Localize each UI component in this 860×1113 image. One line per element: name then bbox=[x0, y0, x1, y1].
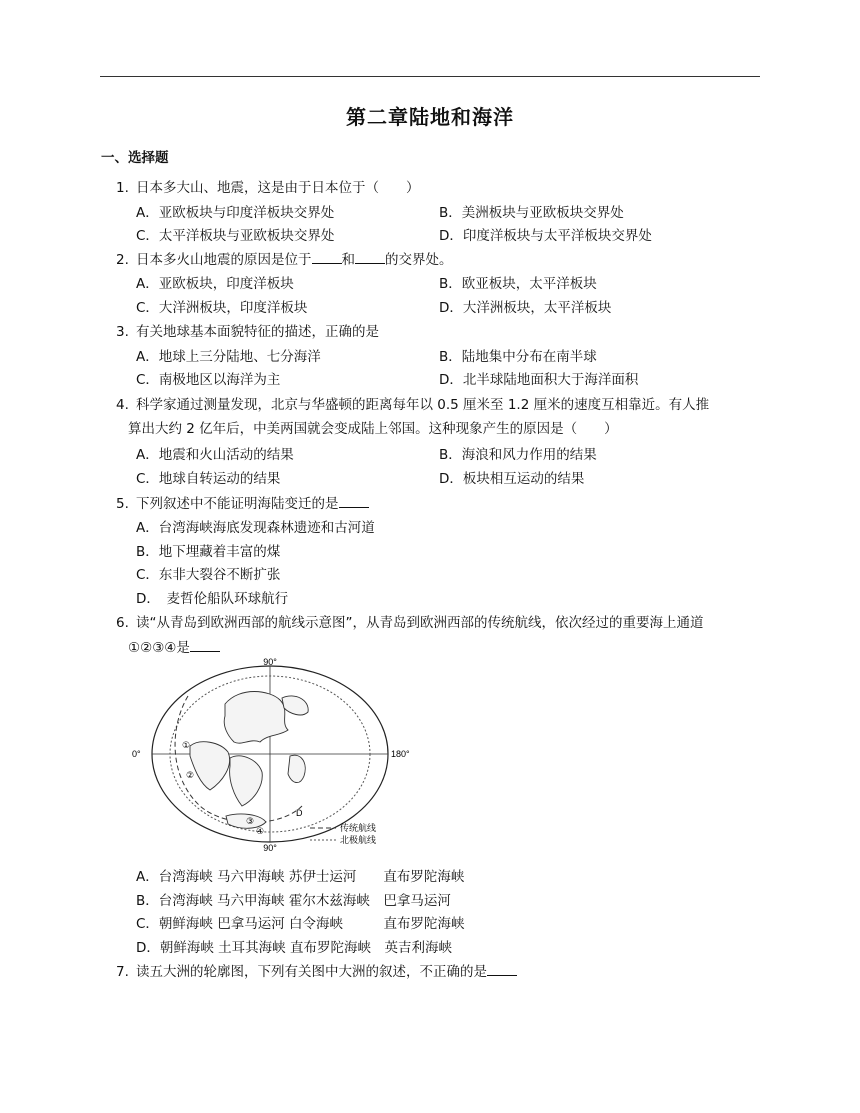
q4-option-c[interactable]: C．地球自转运动的结果 bbox=[136, 471, 281, 487]
q5-option-d[interactable]: D． 麦哲伦船队环球航行 bbox=[136, 591, 289, 607]
q2-option-d[interactable]: D．大洋洲板块，太平洋板块 bbox=[439, 300, 612, 316]
question-text: 的交界处。 bbox=[385, 252, 453, 268]
question-7 bbox=[116, 960, 517, 980]
section-heading: 一、选择题 bbox=[101, 150, 169, 166]
q2-option-c[interactable]: C．大洋洲板块，印度洋板块 bbox=[136, 300, 308, 316]
question-3 bbox=[116, 320, 379, 340]
q6-option-b[interactable]: B．台湾海峡 马六甲海峡 霍尔木兹海峡 巴拿马运河 bbox=[136, 893, 451, 909]
route-marker-4: ④ bbox=[256, 827, 265, 837]
lat-top-label: 90° bbox=[263, 657, 277, 667]
legend-polar-label: 北极航线 bbox=[340, 836, 377, 846]
q5-option-c[interactable]: C．东非大裂谷不断扩张 bbox=[136, 567, 281, 583]
question-number: 6. bbox=[116, 615, 129, 631]
question-text: 科学家通过测量发现，北京与华盛顿的距离每年以 0.5 厘米至 1.2 厘米的速度互相靠近。有人推 bbox=[136, 397, 710, 413]
q1-option-d[interactable]: D．印度洋板块与太平洋板块交界处 bbox=[439, 228, 652, 244]
q1-option-a[interactable]: A．亚欧板块与印度洋板块交界处 bbox=[136, 205, 335, 221]
q6-option-c[interactable]: C．朝鲜海峡 巴拿马运河 白令海峡 直布罗陀海峡 bbox=[136, 916, 465, 932]
question-text: 日本多火山地震的原因是位于 bbox=[136, 252, 312, 268]
america-shape bbox=[288, 755, 305, 782]
q4-option-b[interactable]: B．海浪和风力作用的结果 bbox=[439, 447, 597, 463]
question-text: 有关地球基本面貌特征的描述，正确的是 bbox=[136, 324, 379, 340]
question-number: 3. bbox=[116, 324, 129, 340]
question-text: 日本多大山、地震，这是由于日本位于（ ） bbox=[136, 180, 420, 196]
question-number: 2. bbox=[116, 252, 129, 268]
q3-option-c[interactable]: C．南极地区以海洋为主 bbox=[136, 372, 281, 388]
q4-option-d[interactable]: D．板块相互运动的结果 bbox=[439, 471, 585, 487]
answer-blank[interactable] bbox=[339, 494, 369, 508]
lat-bottom-label: 90° bbox=[263, 843, 277, 852]
q4-option-a[interactable]: A．地震和火山活动的结果 bbox=[136, 447, 294, 463]
lon-left-label: 0° bbox=[132, 749, 141, 759]
question-1 bbox=[116, 176, 420, 196]
question-5 bbox=[116, 492, 369, 512]
page-title: 第二章陆地和海洋 bbox=[346, 105, 514, 129]
greenland-shape bbox=[282, 696, 308, 715]
question-2 bbox=[116, 248, 453, 268]
question-text: ①②③④是 bbox=[128, 640, 190, 656]
question-4-continued: 算出大约 2 亿年后，中美两国就会变成陆上邻国。这种现象产生的原因是（ ） bbox=[128, 421, 618, 437]
north-landmass bbox=[224, 692, 288, 744]
route-marker-1: ① bbox=[182, 741, 191, 751]
q5-option-a[interactable]: A．台湾海峡海底发现森林遗迹和古河道 bbox=[136, 520, 375, 536]
q2-option-a[interactable]: A．亚欧板块，印度洋板块 bbox=[136, 276, 294, 292]
q6-option-a[interactable]: A．台湾海峡 马六甲海峡 苏伊士运河 直布罗陀海峡 bbox=[136, 869, 465, 885]
answer-blank[interactable] bbox=[312, 250, 342, 264]
question-text: 下列叙述中不能证明海陆变迁的是 bbox=[136, 496, 339, 512]
question-text: 读“从青岛到欧洲西部的航线示意图”，从青岛到欧洲西部的传统航线，依次经过的重要海上通道 bbox=[136, 615, 704, 631]
route-marker-2: ② bbox=[186, 771, 195, 781]
question-number: 4. bbox=[116, 397, 129, 413]
q3-option-b[interactable]: B．陆地集中分布在南半球 bbox=[439, 349, 597, 365]
header-rule bbox=[100, 76, 760, 77]
q3-option-d[interactable]: D．北半球陆地面积大于海洋面积 bbox=[439, 372, 639, 388]
q5-option-b[interactable]: B．地下埋藏着丰富的煤 bbox=[136, 544, 281, 560]
question-number: 7. bbox=[116, 964, 129, 980]
route-map-figure bbox=[130, 656, 420, 852]
question-number: 1. bbox=[116, 180, 129, 196]
question-6 bbox=[116, 611, 704, 631]
answer-blank[interactable] bbox=[355, 250, 385, 264]
asia-shape bbox=[230, 756, 263, 806]
q3-option-a[interactable]: A．地球上三分陆地、七分海洋 bbox=[136, 349, 321, 365]
answer-blank[interactable] bbox=[190, 638, 220, 652]
q1-option-b[interactable]: B．美洲板块与亚欧板块交界处 bbox=[439, 205, 624, 221]
question-text: 和 bbox=[341, 252, 355, 268]
q1-option-c[interactable]: C．太平洋板块与亚欧板块交界处 bbox=[136, 228, 335, 244]
answer-blank[interactable] bbox=[487, 962, 517, 976]
lon-right-label: 180° bbox=[391, 749, 410, 759]
q6-option-d[interactable]: D．朝鲜海峡 土耳其海峡 直布罗陀海峡 英吉利海峡 bbox=[136, 940, 452, 956]
question-6-continued bbox=[128, 636, 220, 656]
question-number: 5. bbox=[116, 496, 129, 512]
legend-traditional-label: 传统航线 bbox=[340, 824, 377, 834]
route-marker-3: ③ bbox=[246, 817, 255, 827]
point-label-d: D bbox=[296, 808, 303, 818]
question-text: 读五大洲的轮廓图，下列有关图中大洲的叙述，不正确的是 bbox=[136, 964, 487, 980]
question-4 bbox=[116, 393, 709, 413]
europe-africa-shape bbox=[190, 742, 230, 790]
q2-option-b[interactable]: B．欧亚板块，太平洋板块 bbox=[439, 276, 597, 292]
